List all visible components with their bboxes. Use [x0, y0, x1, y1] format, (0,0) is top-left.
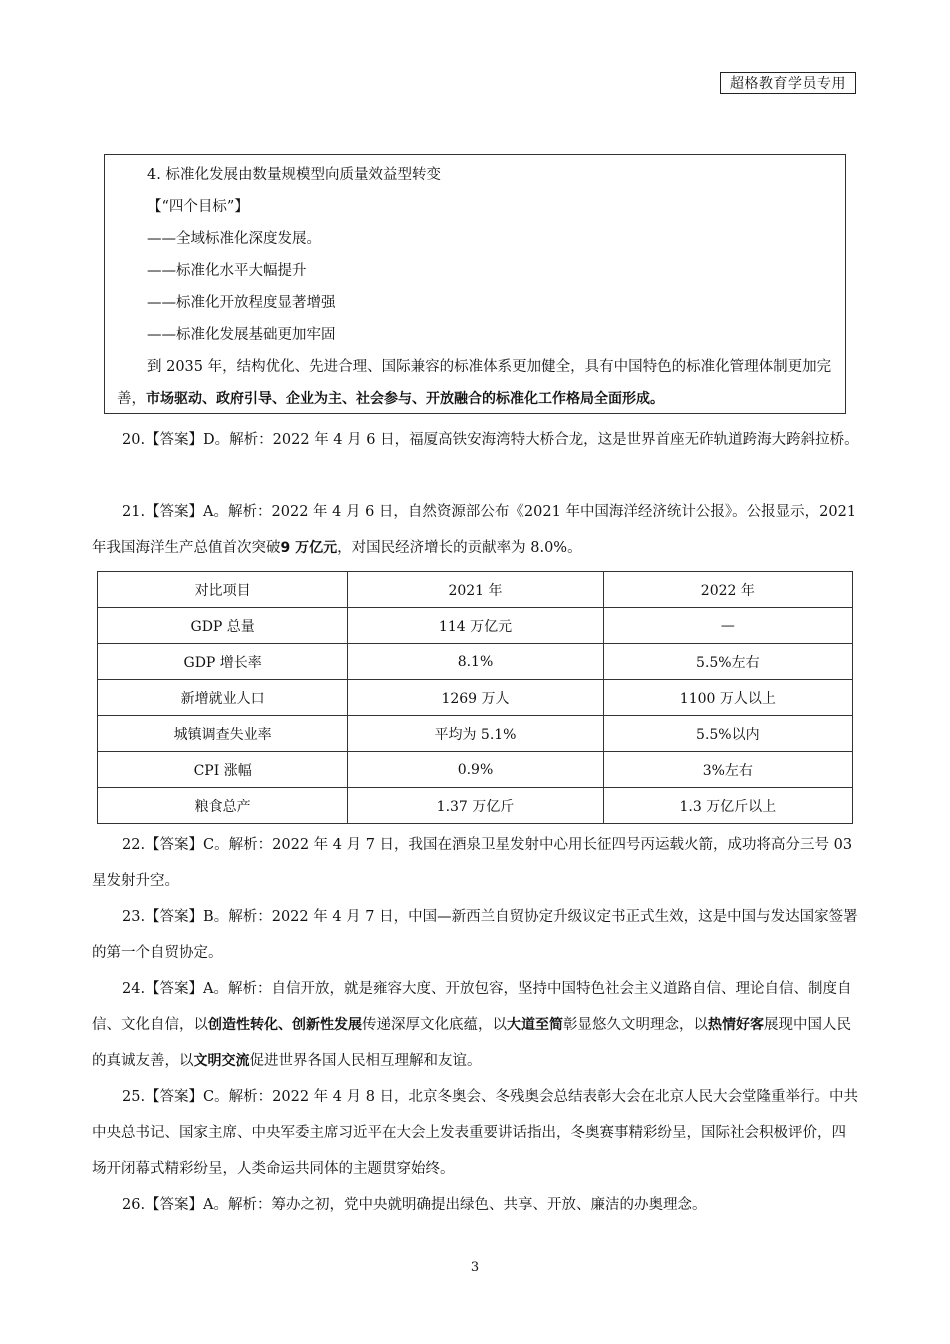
answer-22: 22.【答案】C。解析：2022 年 4 月 7 日，我国在酒泉卫星发射中心用长征四号丙运载火箭，成功将高分三号 03 星发射升空。: [92, 837, 853, 889]
box-subheading: 【“四个目标”】: [147, 199, 249, 215]
box-item: ——标准化发展基础更加牢固: [147, 327, 336, 343]
table-cell: 1.3 万亿斤以上: [603, 788, 852, 824]
answer-24-text: 24.【答案】A。解析：自信开放，就是雍容大度、开放包容，坚持中国特色社会主义道路自信、理论自信、制度自信、文化自信，以: [92, 981, 852, 1033]
table-cell: 1100 万人以上: [603, 680, 852, 716]
box-item: ——标准化开放程度显著增强: [147, 295, 336, 311]
page-number: 3: [470, 1260, 480, 1275]
standardization-box: [104, 154, 846, 414]
answer-20: 20.【答案】D。解析：2022 年 4 月 6 日，福厦高铁安海湾特大桥合龙，这是世界首座无砟轨道跨海大跨斜拉桥。: [122, 432, 859, 448]
table-cell: GDP 总量: [98, 608, 348, 644]
answer-21: [92, 494, 860, 566]
table-cell: 新增就业人口: [98, 680, 348, 716]
answer-21-bold: 9 万亿元: [280, 540, 338, 556]
answer-24-bold: 大道至简: [507, 1017, 563, 1033]
box-item: ——全域标准化深度发展。: [147, 231, 321, 247]
table-cell: 5.5%左右: [603, 644, 852, 680]
header-cell: 2022 年: [603, 572, 852, 608]
table-cell: —: [603, 608, 852, 644]
table-cell: CPI 涨幅: [98, 752, 348, 788]
answer-24-text: 传递深厚文化底蕴，以: [362, 1017, 507, 1033]
table-cell: 0.9%: [348, 752, 603, 788]
answer-24-bold: 文明交流: [193, 1053, 250, 1069]
table-cell: 8.1%: [348, 644, 603, 680]
table-row: [98, 716, 853, 752]
table-row: [98, 644, 853, 680]
box-summary-bold: 市场驱动、政府引导、企业为主、社会参与、开放融合的标准化工作格局全面形成。: [146, 391, 664, 407]
answer-23: 23.【答案】B。解析：2022 年 4 月 7 日，中国—新西兰自贸协定升级议定书正式生效，这是中国与发达国家签署的第一个自贸协定。: [92, 909, 858, 961]
table-cell: 粮食总产: [98, 788, 348, 824]
table-row: [98, 608, 853, 644]
table-cell: 5.5%以内: [603, 716, 852, 752]
box-item: ——标准化水平大幅提升: [147, 263, 307, 279]
answer-26: 26.【答案】A。解析：筹办之初，党中央就明确提出绿色、共享、开放、廉洁的办奥理念。: [122, 1197, 707, 1213]
answer-24-bold: 创造性转化、创新性发展: [208, 1017, 362, 1033]
table-row: [98, 752, 853, 788]
watermark-stamp: 超格教育学员专用: [720, 72, 856, 94]
header-cell: 对比项目: [98, 572, 348, 608]
table-cell: 114 万亿元: [348, 608, 603, 644]
box-heading: 4. 标准化发展由数量规模型向质量效益型转变: [147, 167, 441, 183]
table-cell: 1.37 万亿斤: [348, 788, 603, 824]
table-cell: 1269 万人: [348, 680, 603, 716]
table-row: [98, 788, 853, 824]
table-row: [98, 680, 853, 716]
header-cell: 2021 年: [348, 572, 603, 608]
table-cell: 平均为 5.1%: [348, 716, 603, 752]
answer-24-text: 展现中国人民的真诚友善，以: [92, 1017, 851, 1069]
table-cell: GDP 增长率: [98, 644, 348, 680]
answer-25: 25.【答案】C。解析：2022 年 4 月 8 日，北京冬奥会、冬残奥会总结表彰大会在北京人民大会堂隆重举行。中共中央总书记、国家主席、中央军委主席习近平在大会上发表重要讲话指出，冬奥赛事精彩纷呈，国际社会积极评价，四场开闭幕式精彩纷呈，人类命运共同体的主题贯穿始终。: [92, 1089, 859, 1177]
box-summary-plain: 到 2035 年，结构优化、先进合理、国际兼容的标准体系更加健全，具有中国特色的标准化管理体制更加完善，: [117, 359, 832, 407]
answer-24-bold: 热情好客: [708, 1017, 764, 1033]
answer-24: [92, 971, 860, 1079]
table-header-row: [98, 572, 853, 608]
answer-21-text-a: 21.【答案】A。解析：2022 年 4 月 6 日，自然资源部公布《2021 年中国海洋经济统计公报》。公报显示，2021 年我国海洋生产总值首次突破: [92, 504, 857, 556]
box-summary: [117, 351, 833, 415]
answer-24-text: 促进世界各国人民相互理解和友谊。: [249, 1053, 482, 1069]
answer-21-text-b: ，对国民经济增长的贡献率为 8.0%。: [337, 540, 582, 556]
table-cell: 城镇调查失业率: [98, 716, 348, 752]
answer-24-text: 彰显悠久文明理念，以: [563, 1017, 708, 1033]
table-cell: 3%左右: [603, 752, 852, 788]
gdp-comparison-table: [97, 571, 853, 824]
